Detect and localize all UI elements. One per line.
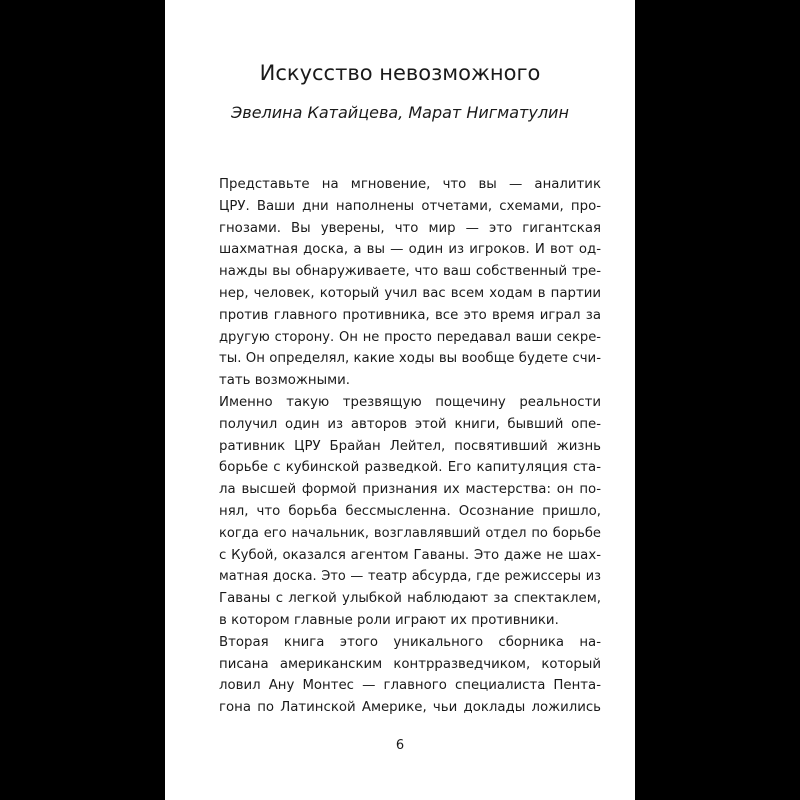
text-line: получил один из авторов этой книги, бывший опе- xyxy=(219,416,601,432)
text-line: Вторая книга этого уникального сборника на- xyxy=(219,634,601,650)
text-line: против главного противника, все это время играл за xyxy=(219,307,601,323)
text-line: писана американским контрразведчиком, который xyxy=(219,656,601,672)
text-line: ловил Ану Монтес — главного специалиста Пента- xyxy=(219,678,601,694)
book-page xyxy=(165,0,635,800)
text-line: другую сторону. Он не просто передавал ваши секре- xyxy=(219,329,601,345)
text-line: ративник ЦРУ Брайан Лейтел, посвятивший жизнь xyxy=(219,438,601,454)
book-title: Искусство невозможного xyxy=(259,61,541,85)
text-line: шахматная доска, а вы — один из игроков. И вот од- xyxy=(219,242,601,258)
paragraph xyxy=(199,392,601,632)
page-number: 6 xyxy=(395,738,405,753)
text-line: ла высшей формой признания их мастерства: он по- xyxy=(219,482,601,498)
text-line: в котором главные роли играют их противники. xyxy=(219,612,559,628)
text-line: Представьте на мгновение, что вы — аналитик xyxy=(219,177,601,192)
text-line: гнозами. Вы уверены, что мир — это гигантская xyxy=(219,220,601,236)
book-authors: Эвелина Катайцева, Марат Нигматулин xyxy=(231,103,569,122)
text-line: ЦРУ. Ваши дни наполнены отчетами, схемами, про- xyxy=(219,198,601,214)
text-line: Гаваны с легкой улыбкой наблюдают за спектаклем, xyxy=(219,591,601,607)
text-line: с Кубой, оказался агентом Гаваны. Это даже не шах- xyxy=(219,547,601,563)
paragraph xyxy=(199,174,601,392)
text-line: гона по Латинской Америке, чьи доклады ложились xyxy=(219,700,601,716)
text-line: Именно такую трезвящую пощечину реальности xyxy=(219,394,601,410)
text-line: тать возможными. xyxy=(219,373,350,389)
text-line: нер, человек, который учил вас всем ходам в партии xyxy=(219,285,601,301)
text-line: ты. Он определял, какие ходы вы вообще будете счи- xyxy=(219,351,601,367)
text-line: матная доска. Это — театр абсурда, где режиссеры из xyxy=(219,569,601,585)
paragraph xyxy=(199,632,601,719)
text-line: нял, что борьба бессмысленна. Осознание пришло, xyxy=(219,503,601,519)
text-line: нажды вы обнаруживаете, что ваш собственный тре- xyxy=(219,264,601,280)
text-line: когда его начальник, возглавлявший отдел по борьбе xyxy=(219,525,601,541)
body-text xyxy=(199,174,601,719)
text-line: борьбе с кубинской разведкой. Его капитуляция ста- xyxy=(219,460,601,476)
